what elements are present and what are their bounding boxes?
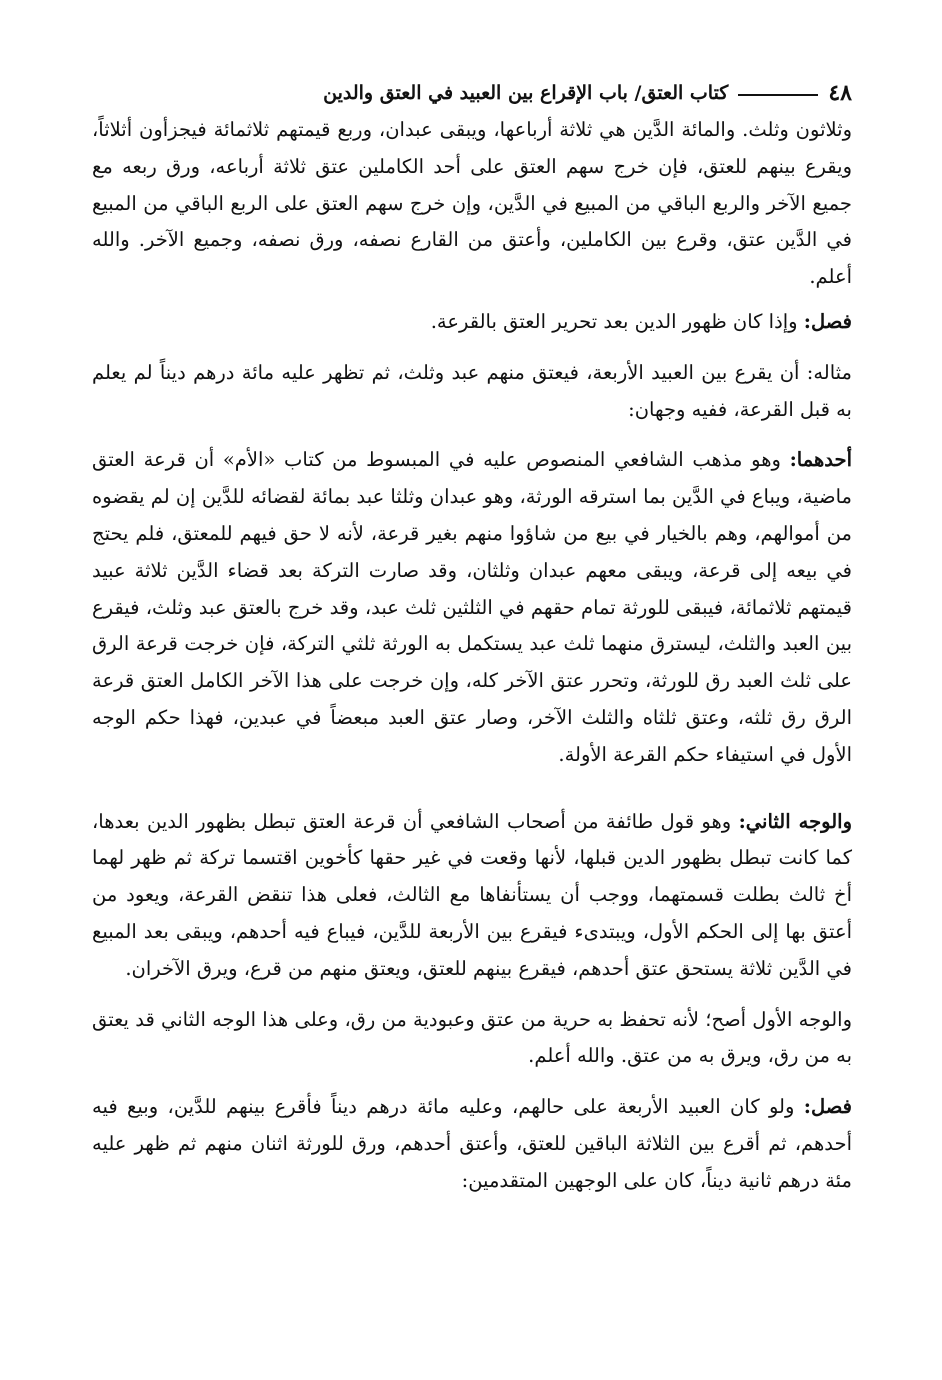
section-lead: فصل:	[803, 309, 852, 333]
paragraph-text: والوجه الأول أصح؛ لأنه تحفظ به حرية من عتق وعبودية من رق، وعلى هذا الوجه الثاني قد يعتق به من رق، ويرق به من عتق. والله أعلم.	[92, 1007, 852, 1068]
paragraph	[92, 442, 852, 773]
running-title: كتاب العتق/ باب الإقراع بين العبيد في العتق والدين	[323, 82, 729, 104]
paragraph-text: وإذا كان ظهور الدين بعد تحرير العتق بالقرعة.	[430, 309, 804, 333]
paragraph	[92, 1002, 852, 1076]
paragraph	[92, 304, 852, 341]
paragraph	[92, 804, 852, 988]
paragraph	[92, 355, 852, 429]
section-lead: أحدهما:	[789, 448, 852, 472]
paragraph-text: وهو مذهب الشافعي المنصوص عليه في المبسوط من كتاب «الأم» أن قرعة العتق ماضية، ويباع في الدَّين بما استرقه الورثة، وهو عبدان وثلثا عبد بمائة لقضائه للدَّين إن لم يقضوه من أموالهم، وهم بالخيار في بيع من شاؤوا منهم بغير قرعة، لأنه لا حق فيهم للمعتق، فلم يحتج في بيعه إلى قرعة، ويبقى معهم عبدان وثلثان، وقد صارت التركة بعد قضاء الدَّين ثلاثة عبيد قيمتهم ثلاثمائة، فيبقى للورثة تمام حقهم في الثلثين ثلث عبد، وقد خرج بالعتق عبد وثلث، فيقرع بين العبد والثلث، ليسترق منهما ثلث عبد يستكمل به الورثة ثلثي التركة، فإن خرجت قرعة الرق على ثلث العبد رق للورثة، وتحرر عتق الآخر كله، وإن خرجت على هذا الآخر الكامل العتق قرعة الرق رق ثلثه، وعتق ثلثاه والثلث الآخر، وصار عتق العبد مبعضاً في عبدين، فهذا حكم الوجه الأول في استيفاء حكم القرعة الأولة.	[92, 448, 852, 766]
paragraph-text: وثلاثون وثلث. والمائة الدَّين هي ثلاثة أرباعها، ويبقى عبدان، وربع قيمتهم ثلاثمائة فيجزأون أثلاثاً، ويقرع بينهم للعتق، فإن خرج سهم العتق على أحد الكاملين عتق ثلاثة أرباعه، ورق ربعه مع جميع الآخر والربع الباقي من المبيع في الدَّين، وإن خرج سهم العتق على الربع الباقي من المبيع في الدَّين عتق، وقرع بين الكاملين، وأعتق من القارع نصفه، ورق نصفه، وجميع الآخر. والله أعلم.	[92, 118, 852, 289]
page-number: ٤٨	[828, 80, 852, 106]
section-lead: فصل:	[803, 1095, 852, 1119]
section-lead: والوجه الثاني:	[738, 809, 852, 833]
paragraph-text: ولو كان العبيد الأربعة على حالهم، وعليه مائة درهم ديناً فأقرع بينهم للدَّين، وبيع فيه أحدهم، ثم أقرع بين الثلاثة الباقين للعتق، وأعتق أحدهم، ورق للورثة اثنان منهم ثم ظهر عليه مئة درهم ثانية ديناً، كان على الوجهين المتقدمين:	[92, 1095, 852, 1192]
paragraph-text: مثاله: أن يقرع بين العبيد الأربعة، فيعتق منهم عبد وثلث، ثم تظهر عليه مائة درهم ديناً لم يعلم به قبل القرعة، ففيه وجهان:	[92, 360, 852, 421]
running-header	[92, 78, 852, 108]
paragraph	[92, 1089, 852, 1199]
paragraph	[92, 112, 852, 296]
paragraph-text: وهو قول طائفة من أصحاب الشافعي أن قرعة العتق تبطل بظهور الدين بعدها، كما كانت تبطل بظهور الدين قبلها، لأنها وقعت في غير حقها كأخوين اقتسما تركة ثم ظهر لهما أخ ثالث بطلت قسمتهما، ووجب أن يستأنفاها مع الثالث، فعلى هذا تنقض القرعة، ويعود من أعتق بها إلى الحكم الأول، ويبتدىء فيقرع بين الأربعة للدَّين، فيباع فيه أحدهم، ويبقى بعد المبيع في الدَّين ثلاثة يستحق عتق أحدهم، فيقرع بينهم للعتق، ويعتق منهم من قرع، ويرق الآخران.	[92, 809, 852, 980]
header-rule	[738, 94, 818, 96]
book-page	[92, 78, 852, 1200]
